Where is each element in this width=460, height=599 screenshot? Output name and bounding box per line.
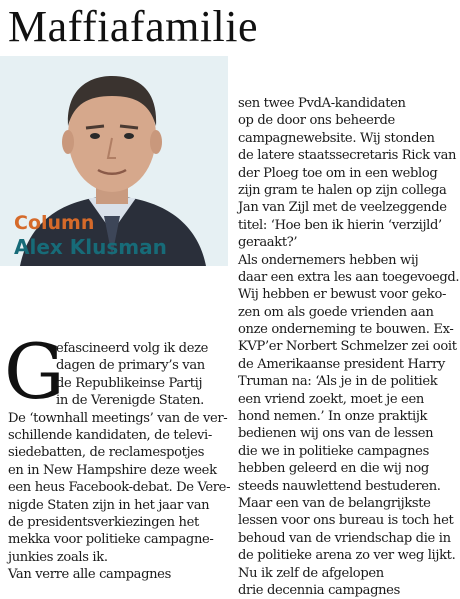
article-column-right bbox=[238, 95, 460, 599]
text-line: zijn gram te halen op zijn collega bbox=[238, 182, 447, 198]
text-line: Als ondernemers hebben wij bbox=[238, 252, 419, 268]
text-line: Truman na: ‘Als je in de politiek bbox=[238, 374, 438, 390]
text-line: nigde Staten zijn in het jaar van bbox=[8, 497, 210, 513]
text-line: der Ploeg toe om in een weblog bbox=[238, 165, 438, 181]
text-line: KVP’er Norbert Schmelzer zei ooit bbox=[238, 339, 457, 355]
text-line: Maar een van de belangrijkste bbox=[238, 495, 431, 511]
article-column-left bbox=[8, 340, 231, 583]
text-line: de presidentsverkiezingen het bbox=[8, 514, 199, 530]
text-line: Nu ik zelf de afgelopen bbox=[238, 565, 384, 581]
text-line: geraakt?’ bbox=[238, 235, 298, 251]
text-line: Wij hebben er bewust voor geko- bbox=[238, 287, 447, 303]
text-line: efascineerd volg ik deze bbox=[56, 341, 209, 356]
article-title: Maffiafamilie bbox=[8, 2, 259, 51]
text-line: De ‘townhall meetings’ van de ver- bbox=[8, 410, 228, 426]
text-line: Van verre alle campagnes bbox=[8, 567, 171, 583]
text-line: behoud van de vriendschap die in bbox=[238, 530, 451, 546]
text-line: de Amerikaanse president Harry bbox=[238, 356, 445, 372]
text-line: hond nemen.’ In onze praktijk bbox=[238, 409, 428, 425]
text-line: in de Verenigde Staten. bbox=[56, 393, 204, 409]
text-line: mekka voor politieke campagne- bbox=[8, 532, 214, 548]
text-line: de politieke arena zo ver weg lijkt. bbox=[238, 548, 456, 564]
text-line: sen twee PvdA-kandidaten bbox=[238, 96, 406, 111]
text-line: een vriend zoekt, moet je een bbox=[238, 391, 424, 407]
drop-cap: G bbox=[4, 327, 65, 416]
text-line: en in New Hampshire deze week bbox=[8, 462, 217, 478]
text-line: dagen de primary’s van bbox=[56, 358, 205, 374]
text-line: schillende kandidaten, de televi- bbox=[8, 427, 212, 443]
text-line: daar een extra les aan toegevoegd. bbox=[238, 269, 460, 285]
text-line: de latere staatssecretaris Rick van bbox=[238, 148, 457, 164]
text-line: titel: ‘Hoe ben ik hierin ‘verzijld’ bbox=[238, 217, 442, 233]
text-line: steeds nauwlettend bestuderen. bbox=[238, 478, 441, 494]
text-line: bedienen wij ons van de lessen bbox=[238, 426, 434, 442]
text-line: Jan van Zijl met de veelzeggende bbox=[238, 200, 447, 216]
text-line: campagnewebsite. Wij stonden bbox=[238, 130, 435, 146]
text-line: de Republikeinse Partij bbox=[56, 375, 203, 391]
text-line: onze onderneming te bouwen. Ex- bbox=[238, 322, 454, 338]
text-line: die we in politieke campagnes bbox=[238, 443, 429, 459]
text-line: siedebatten, de reclamespotjes bbox=[8, 445, 205, 461]
text-line: hebben geleerd en die wij nog bbox=[238, 461, 429, 477]
text-line: op de door ons beheerde bbox=[238, 113, 395, 129]
column-label: Column bbox=[14, 212, 95, 234]
text-line: lessen voor ons bureau is toch het bbox=[238, 513, 454, 529]
author-name: Alex Klusman bbox=[14, 235, 167, 259]
text-line: zen om als goede vrienden aan bbox=[238, 304, 434, 320]
text-line: junkies zoals ik. bbox=[8, 549, 108, 565]
text-line: drie decennia campagnes bbox=[238, 582, 400, 598]
text-line: een heus Facebook-debat. De Vere- bbox=[8, 480, 231, 496]
